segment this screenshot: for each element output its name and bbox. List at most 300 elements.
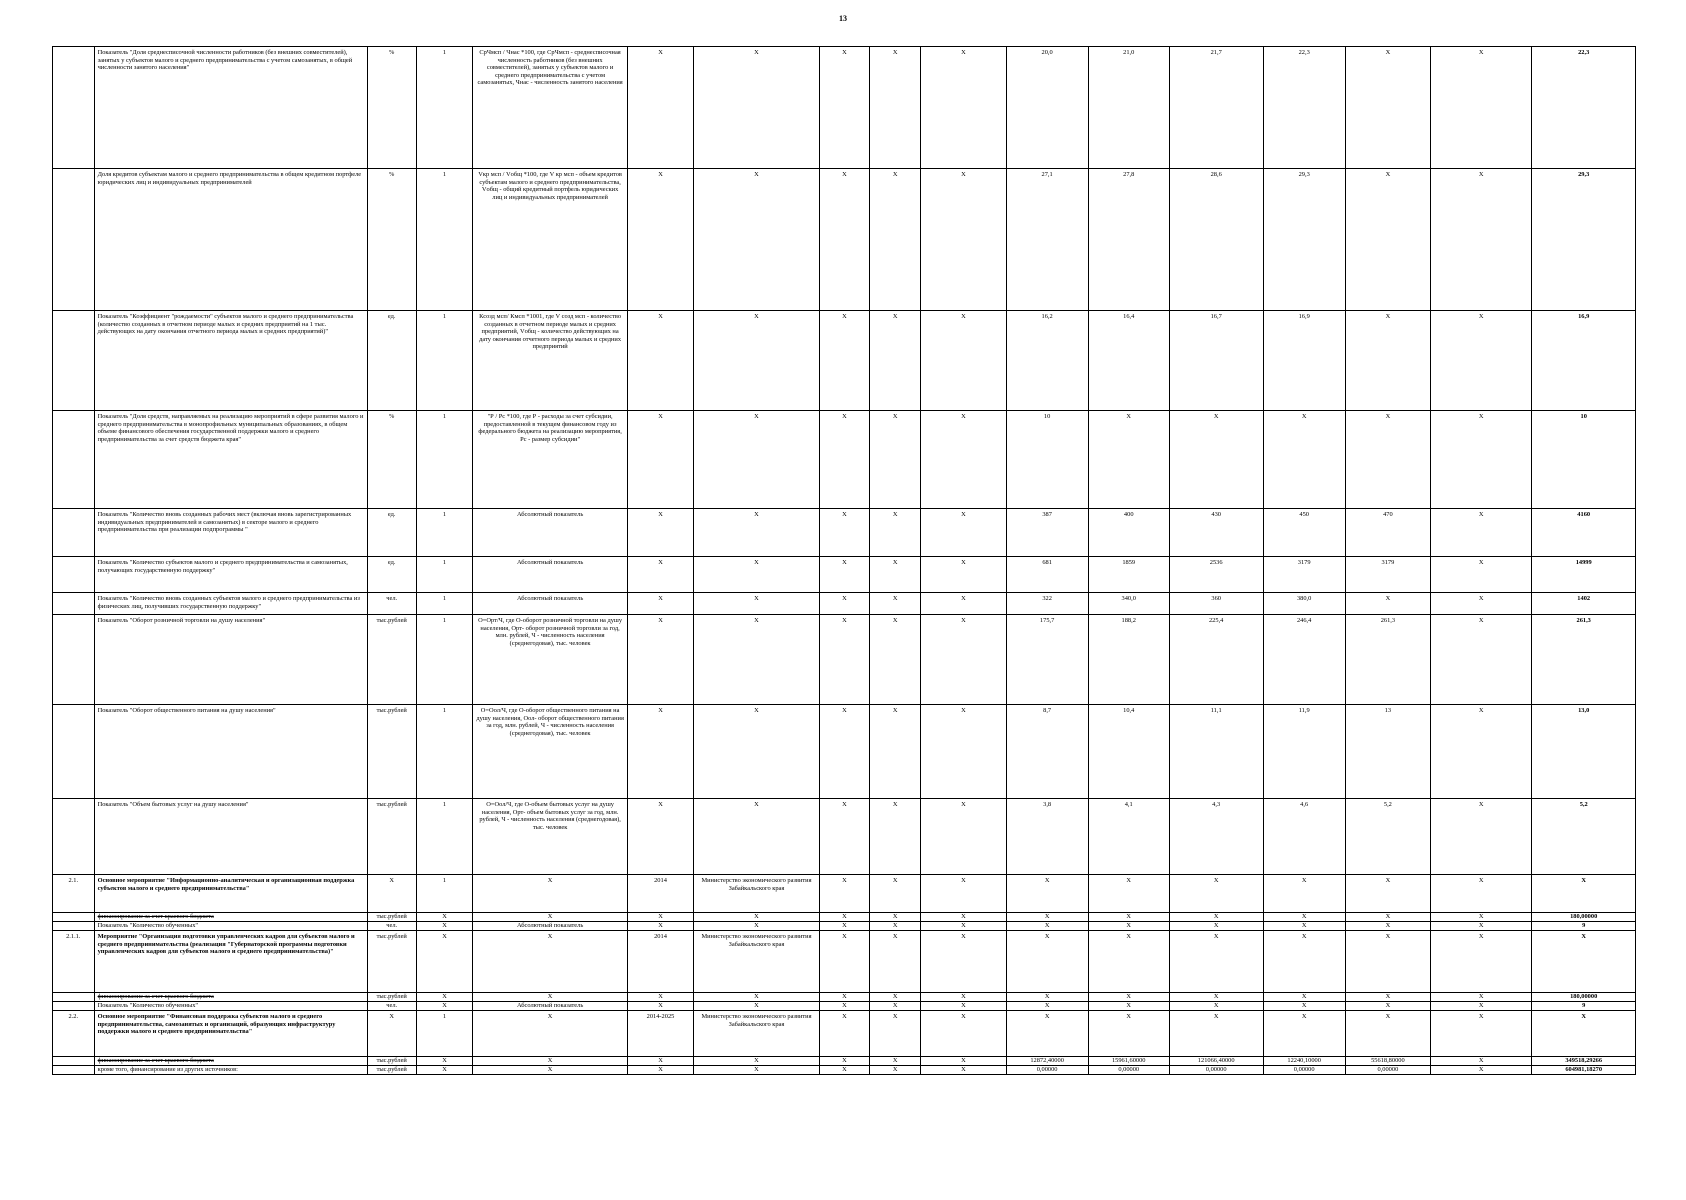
cell-formula: СрЧмсп / Чнас *100, где СрЧмсп - среднесписочная численность работников (без внешних совместителей), занятых у субъектов малого и среднего предпринимательства с учетом самозанятых, Чнас - численность занятого населения xyxy=(473,47,628,169)
cell-c9: X xyxy=(921,1002,1006,1011)
cell-c6: X xyxy=(694,922,820,931)
cell-name: кроме того, финансирование из других источников: xyxy=(94,1066,367,1075)
cell-c7: X xyxy=(819,509,869,557)
cell-c6: Министерство экономического развития Забайкальского края xyxy=(694,931,820,993)
subrow xyxy=(53,922,1636,931)
cell-no xyxy=(53,1002,95,1011)
cell-y2: X xyxy=(1088,1002,1169,1011)
cell-y6: X xyxy=(1431,169,1532,311)
cell-name: Показатель "Количество обученных" xyxy=(94,922,367,931)
cell-total: 180,00000 xyxy=(1532,913,1636,922)
cell-c6: X xyxy=(694,169,820,311)
cell-y6: X xyxy=(1431,509,1532,557)
cell-name: Показатель "Коэффициент "рождаемости" субъектов малого и среднего предпринимательства (количество созданных в отчетном периоде малых и средних предприятий на 1 тыс. действующих на дату окончания отчетного периода малых и средних предприятий)" xyxy=(94,311,367,411)
cell-name: финансирование за счет краевого бюджета xyxy=(94,1057,367,1066)
cell-name: Основное мероприятие "Информационно-аналитическая и организационная поддержка субъектов малого и среднего предпринимательства" xyxy=(94,875,367,913)
cell-y5: 0,00000 xyxy=(1345,1066,1430,1075)
cell-y5: X xyxy=(1345,1002,1430,1011)
cell-c5: X xyxy=(627,913,693,922)
cell-c8: X xyxy=(870,557,921,593)
cell-name: Показатель "Оборот розничной торговли на душу населения" xyxy=(94,615,367,705)
cell-c6: X xyxy=(694,509,820,557)
cell-c7: X xyxy=(819,557,869,593)
cell-w: 1 xyxy=(416,799,473,875)
cell-y5: 3179 xyxy=(1345,557,1430,593)
cell-y5: 13 xyxy=(1345,705,1430,799)
cell-c6: Министерство экономического развития Забайкальского края xyxy=(694,875,820,913)
cell-y5: X xyxy=(1345,311,1430,411)
cell-c7: X xyxy=(819,799,869,875)
cell-y1: X xyxy=(1006,931,1088,993)
cell-y3: X xyxy=(1169,922,1263,931)
cell-c8: X xyxy=(870,1057,921,1066)
cell-c6: X xyxy=(694,705,820,799)
cell-no xyxy=(53,1057,95,1066)
cell-c8: X xyxy=(870,1002,921,1011)
cell-c8: X xyxy=(870,311,921,411)
cell-y2: X xyxy=(1088,993,1169,1002)
cell-c9: X xyxy=(921,47,1006,169)
cell-formula: X xyxy=(473,931,628,993)
cell-total: 14999 xyxy=(1532,557,1636,593)
cell-unit: X xyxy=(367,875,416,913)
cell-w: X xyxy=(416,1066,473,1075)
cell-w: X xyxy=(416,922,473,931)
cell-formula: Абсолютный показатель xyxy=(473,1002,628,1011)
cell-w: X xyxy=(416,1057,473,1066)
cell-y5: X xyxy=(1345,169,1430,311)
cell-y2: 4,1 xyxy=(1088,799,1169,875)
cell-y6: X xyxy=(1431,1066,1532,1075)
cell-c6: X xyxy=(694,913,820,922)
cell-y1: 16,2 xyxy=(1006,311,1088,411)
cell-y4: 450 xyxy=(1263,509,1345,557)
cell-y2: 0,00000 xyxy=(1088,1066,1169,1075)
cell-y6: X xyxy=(1431,931,1532,993)
cell-c7: X xyxy=(819,593,869,615)
cell-no xyxy=(53,509,95,557)
cell-c5: X xyxy=(627,311,693,411)
cell-y6: X xyxy=(1431,913,1532,922)
cell-y5: X xyxy=(1345,993,1430,1002)
cell-y4: 12240,10000 xyxy=(1263,1057,1345,1066)
cell-unit: тыс.рублей xyxy=(367,1066,416,1075)
cell-c5: X xyxy=(627,993,693,1002)
cell-y6: X xyxy=(1431,922,1532,931)
table-row xyxy=(53,557,1636,593)
cell-y4: 3179 xyxy=(1263,557,1345,593)
cell-y2: X xyxy=(1088,913,1169,922)
cell-c5: X xyxy=(627,47,693,169)
cell-c5: 2014 xyxy=(627,931,693,993)
cell-no xyxy=(53,799,95,875)
cell-y6: X xyxy=(1431,615,1532,705)
cell-c7: X xyxy=(819,169,869,311)
cell-c9: X xyxy=(921,931,1006,993)
cell-w: 1 xyxy=(416,311,473,411)
cell-y2: 188,2 xyxy=(1088,615,1169,705)
cell-c8: X xyxy=(870,411,921,509)
cell-y2: 16,4 xyxy=(1088,311,1169,411)
cell-c7: X xyxy=(819,1057,869,1066)
cell-name: Доля кредитов субъектам малого и среднего предпринимательства в общем кредитном портфеле юридических лиц и индивидуальных предпринимателей xyxy=(94,169,367,311)
cell-c6: X xyxy=(694,557,820,593)
cell-unit: % xyxy=(367,47,416,169)
cell-c7: X xyxy=(819,1002,869,1011)
cell-y3: 360 xyxy=(1169,593,1263,615)
table-row xyxy=(53,799,1636,875)
cell-w: 1 xyxy=(416,169,473,311)
cell-total: X xyxy=(1532,931,1636,993)
cell-total: 16,9 xyxy=(1532,311,1636,411)
cell-y6: X xyxy=(1431,311,1532,411)
table-row xyxy=(53,311,1636,411)
cell-c9: X xyxy=(921,922,1006,931)
table-row xyxy=(53,615,1636,705)
cell-c5: 2014-2025 xyxy=(627,1011,693,1057)
cell-no xyxy=(53,311,95,411)
cell-y3: 430 xyxy=(1169,509,1263,557)
cell-y2: 340,0 xyxy=(1088,593,1169,615)
cell-y1: 3,8 xyxy=(1006,799,1088,875)
cell-c5: X xyxy=(627,705,693,799)
cell-w: X xyxy=(416,1002,473,1011)
cell-c8: X xyxy=(870,913,921,922)
cell-y5: 55618,80000 xyxy=(1345,1057,1430,1066)
cell-y5: X xyxy=(1345,593,1430,615)
cell-y4: X xyxy=(1263,931,1345,993)
cell-y1: 0,00000 xyxy=(1006,1066,1088,1075)
cell-c7: X xyxy=(819,1011,869,1057)
cell-w: 1 xyxy=(416,875,473,913)
cell-y4: X xyxy=(1263,1002,1345,1011)
cell-c6: X xyxy=(694,1057,820,1066)
cell-w: X xyxy=(416,993,473,1002)
cell-formula: X xyxy=(473,1057,628,1066)
cell-c8: X xyxy=(870,593,921,615)
subrow xyxy=(53,913,1636,922)
cell-name: Показатель "Количество субъектов малого и среднего предпринимательства и самозанятых, получающих государственную поддержку" xyxy=(94,557,367,593)
cell-c6: X xyxy=(694,799,820,875)
cell-unit: тыс.рублей xyxy=(367,993,416,1002)
table-row xyxy=(53,1011,1636,1057)
cell-no xyxy=(53,993,95,1002)
cell-w: 1 xyxy=(416,557,473,593)
table-row xyxy=(53,593,1636,615)
cell-c5: X xyxy=(627,557,693,593)
cell-no: 2.2. xyxy=(53,1011,95,1057)
cell-formula: Vкр мсп / Vобщ *100, где V кр мсп - объем кредитов субъектам малого и среднего предпринимательства, Vобщ - общий кредитный портфель юридических лиц и индивидуальных предпринимателей xyxy=(473,169,628,311)
table-row xyxy=(53,509,1636,557)
cell-c7: X xyxy=(819,411,869,509)
cell-c9: X xyxy=(921,1057,1006,1066)
cell-y3: 4,3 xyxy=(1169,799,1263,875)
cell-name: Показатель "Количество вновь созданных рабочих мест (включая вновь зарегистрированных индивидуальных предпринимателей и самозанятых) в секторе малого и среднего предпринимательства при реализации подпрограммы " xyxy=(94,509,367,557)
cell-c9: X xyxy=(921,557,1006,593)
cell-unit: чел. xyxy=(367,593,416,615)
cell-c9: X xyxy=(921,593,1006,615)
cell-y5: 5,2 xyxy=(1345,799,1430,875)
subrow xyxy=(53,1066,1636,1075)
cell-y1: 387 xyxy=(1006,509,1088,557)
cell-name: Показатель "Доля среднесписочной численности работников (без внешних совместителей), занятых у субъектов малого и среднего предпринимательства с учетом самозанятых, в общей численности занятого населения" xyxy=(94,47,367,169)
cell-c5: X xyxy=(627,615,693,705)
cell-c8: X xyxy=(870,47,921,169)
cell-y2: X xyxy=(1088,875,1169,913)
cell-unit: ед. xyxy=(367,557,416,593)
cell-formula: О=Орт/Ч, где О-оборот розничной торговли на душу населения, Орт- оборот розничной торговли за год, млн. рублей, Ч - численность населения (среднегодовая), тыс. человек xyxy=(473,615,628,705)
cell-c7: X xyxy=(819,993,869,1002)
cell-y5: 261,3 xyxy=(1345,615,1430,705)
cell-y2: 21,0 xyxy=(1088,47,1169,169)
cell-total: 261,3 xyxy=(1532,615,1636,705)
cell-unit: тыс.рублей xyxy=(367,615,416,705)
cell-y6: X xyxy=(1431,557,1532,593)
cell-c8: X xyxy=(870,875,921,913)
cell-c9: X xyxy=(921,169,1006,311)
cell-y2: 400 xyxy=(1088,509,1169,557)
cell-c9: X xyxy=(921,799,1006,875)
cell-y3: 16,7 xyxy=(1169,311,1263,411)
cell-total: 9 xyxy=(1532,922,1636,931)
cell-y5: X xyxy=(1345,47,1430,169)
cell-y4: 380,0 xyxy=(1263,593,1345,615)
cell-y6: X xyxy=(1431,1002,1532,1011)
cell-unit: % xyxy=(367,169,416,311)
program-indicators-table xyxy=(52,46,1636,1075)
cell-y2: 1859 xyxy=(1088,557,1169,593)
cell-name: Основное мероприятие "Финансовая поддержка субъектов малого и среднего предпринимательства, самозанятых и организаций, образующих инфраструктуру поддержки малого и среднего предпринимательства" xyxy=(94,1011,367,1057)
cell-y5: X xyxy=(1345,411,1430,509)
cell-no xyxy=(53,705,95,799)
cell-y6: X xyxy=(1431,47,1532,169)
cell-c9: X xyxy=(921,509,1006,557)
cell-c7: X xyxy=(819,913,869,922)
table-row xyxy=(53,411,1636,509)
table-row xyxy=(53,875,1636,913)
cell-c9: X xyxy=(921,875,1006,913)
cell-y1: X xyxy=(1006,993,1088,1002)
cell-y4: X xyxy=(1263,993,1345,1002)
cell-c7: X xyxy=(819,311,869,411)
cell-total: 10 xyxy=(1532,411,1636,509)
cell-unit: тыс.рублей xyxy=(367,913,416,922)
cell-c6: X xyxy=(694,615,820,705)
cell-y2: X xyxy=(1088,922,1169,931)
cell-c7: X xyxy=(819,1066,869,1075)
cell-c8: X xyxy=(870,169,921,311)
cell-formula: X xyxy=(473,993,628,1002)
cell-c5: X xyxy=(627,1057,693,1066)
cell-y1: 20,0 xyxy=(1006,47,1088,169)
cell-y5: 470 xyxy=(1345,509,1430,557)
cell-total: 349518,29266 xyxy=(1532,1057,1636,1066)
cell-c6: X xyxy=(694,1066,820,1075)
cell-c5: X xyxy=(627,1066,693,1075)
cell-y3: 21,7 xyxy=(1169,47,1263,169)
cell-y5: X xyxy=(1345,922,1430,931)
cell-c9: X xyxy=(921,1011,1006,1057)
cell-no xyxy=(53,411,95,509)
cell-y2: X xyxy=(1088,931,1169,993)
cell-y3: 11,1 xyxy=(1169,705,1263,799)
cell-name: финансирование за счет краевого бюджета xyxy=(94,993,367,1002)
cell-y3: 121066,40000 xyxy=(1169,1057,1263,1066)
cell-y4: X xyxy=(1263,1011,1345,1057)
cell-c8: X xyxy=(870,931,921,993)
cell-c9: X xyxy=(921,993,1006,1002)
cell-c9: X xyxy=(921,615,1006,705)
table-row xyxy=(53,47,1636,169)
cell-y3: 225,4 xyxy=(1169,615,1263,705)
cell-c7: X xyxy=(819,615,869,705)
cell-c9: X xyxy=(921,705,1006,799)
cell-c8: X xyxy=(870,1066,921,1075)
cell-unit: тыс.рублей xyxy=(367,1057,416,1066)
cell-no: 2.1. xyxy=(53,875,95,913)
cell-y1: 175,7 xyxy=(1006,615,1088,705)
cell-c8: X xyxy=(870,799,921,875)
cell-y3: X xyxy=(1169,931,1263,993)
cell-y4: 246,4 xyxy=(1263,615,1345,705)
cell-c6: X xyxy=(694,47,820,169)
table-row xyxy=(53,931,1636,993)
cell-c5: X xyxy=(627,593,693,615)
cell-y5: X xyxy=(1345,1011,1430,1057)
cell-total: 1402 xyxy=(1532,593,1636,615)
cell-unit: % xyxy=(367,411,416,509)
cell-c5: X xyxy=(627,1002,693,1011)
cell-formula: О=Оол/Ч, где О-объем бытовых услуг на душу населения, Орт- объем бытовых услуг за год, млн. рублей, Ч - численность населения (среднегодовая), тыс. человек xyxy=(473,799,628,875)
cell-y1: 681 xyxy=(1006,557,1088,593)
cell-c5: X xyxy=(627,411,693,509)
cell-no xyxy=(53,1066,95,1075)
cell-formula: Ксозд мсп/ Кмсп *1001, где V созд мсп - количество созданных в отчетном периоде малых и средних предприятий, Vобщ - количество действующих на дату окончания отчетного периода малых и средних предприятий xyxy=(473,311,628,411)
cell-y6: X xyxy=(1431,993,1532,1002)
cell-y1: 27,1 xyxy=(1006,169,1088,311)
cell-y3: X xyxy=(1169,1002,1263,1011)
subrow xyxy=(53,1002,1636,1011)
cell-unit: ед. xyxy=(367,311,416,411)
cell-formula: Абсолютный показатель xyxy=(473,593,628,615)
cell-total: 180,00000 xyxy=(1532,993,1636,1002)
cell-y3: X xyxy=(1169,993,1263,1002)
cell-y3: X xyxy=(1169,875,1263,913)
cell-w: X xyxy=(416,913,473,922)
cell-y1: X xyxy=(1006,922,1088,931)
cell-no xyxy=(53,922,95,931)
cell-name: Показатель "Количество вновь созданных субъектов малого и среднего предпринимательства из физических лиц, получивших государственную поддержку" xyxy=(94,593,367,615)
cell-total: 13,0 xyxy=(1532,705,1636,799)
cell-c6: X xyxy=(694,411,820,509)
cell-y4: 16,9 xyxy=(1263,311,1345,411)
cell-y2: 27,8 xyxy=(1088,169,1169,311)
cell-y5: X xyxy=(1345,875,1430,913)
cell-c6: X xyxy=(694,593,820,615)
cell-y1: X xyxy=(1006,1011,1088,1057)
cell-y1: 322 xyxy=(1006,593,1088,615)
cell-no xyxy=(53,169,95,311)
cell-y4: 29,3 xyxy=(1263,169,1345,311)
cell-c9: X xyxy=(921,311,1006,411)
cell-formula: Абсолютный показатель xyxy=(473,557,628,593)
cell-c5: X xyxy=(627,922,693,931)
cell-name: Показатель "Количество обученных" xyxy=(94,1002,367,1011)
cell-c7: X xyxy=(819,47,869,169)
cell-total: 22,3 xyxy=(1532,47,1636,169)
cell-no xyxy=(53,47,95,169)
cell-c7: X xyxy=(819,922,869,931)
cell-y1: X xyxy=(1006,913,1088,922)
cell-y1: X xyxy=(1006,875,1088,913)
cell-y6: X xyxy=(1431,875,1532,913)
cell-formula: О=Оол/Ч, где О-оборот общественного питания на душу населения, Оол- оборот общественного питания за год, млн. рублей, Ч - численность населения (среднегодовая), тыс. человек xyxy=(473,705,628,799)
cell-unit: чел. xyxy=(367,922,416,931)
cell-no xyxy=(53,615,95,705)
cell-c5: X xyxy=(627,169,693,311)
cell-total: 4160 xyxy=(1532,509,1636,557)
cell-unit: ед. xyxy=(367,509,416,557)
cell-c8: X xyxy=(870,1011,921,1057)
cell-y1: X xyxy=(1006,1002,1088,1011)
cell-y3: X xyxy=(1169,913,1263,922)
cell-c8: X xyxy=(870,615,921,705)
cell-y1: 10 xyxy=(1006,411,1088,509)
cell-w: 1 xyxy=(416,47,473,169)
cell-y4: X xyxy=(1263,875,1345,913)
cell-c6: X xyxy=(694,1002,820,1011)
cell-formula: Абсолютный показатель xyxy=(473,509,628,557)
cell-total: 604981,18270 xyxy=(1532,1066,1636,1075)
cell-y3: 28,6 xyxy=(1169,169,1263,311)
cell-c7: X xyxy=(819,875,869,913)
cell-unit: X xyxy=(367,1011,416,1057)
cell-c5: 2014 xyxy=(627,875,693,913)
cell-y3: 2536 xyxy=(1169,557,1263,593)
cell-total: X xyxy=(1532,875,1636,913)
subrow xyxy=(53,993,1636,1002)
cell-y4: 11,9 xyxy=(1263,705,1345,799)
page-number: 13 xyxy=(839,14,847,23)
cell-y3: 0,00000 xyxy=(1169,1066,1263,1075)
cell-y2: X xyxy=(1088,1011,1169,1057)
cell-y1: 12872,40000 xyxy=(1006,1057,1088,1066)
cell-c9: X xyxy=(921,1066,1006,1075)
cell-w: 1 xyxy=(416,705,473,799)
cell-name: Показатель "Доля средств, направляемых на реализацию мероприятий в сфере развития малого и среднего предпринимательства в монопрофильных муниципальных образованиях, в общем объеме финансового обеспечения государственной поддержки малого и среднего предпринимательства за счет средств бюджета края" xyxy=(94,411,367,509)
cell-no xyxy=(53,913,95,922)
cell-unit: чел. xyxy=(367,1002,416,1011)
cell-w: 1 xyxy=(416,509,473,557)
cell-name: Показатель "Объем бытовых услуг на душу населения" xyxy=(94,799,367,875)
cell-c6: Министерство экономического развития Забайкальского края xyxy=(694,1011,820,1057)
cell-w: 1 xyxy=(416,411,473,509)
cell-y5: X xyxy=(1345,913,1430,922)
cell-y4: X xyxy=(1263,913,1345,922)
cell-y6: X xyxy=(1431,705,1532,799)
cell-formula: X xyxy=(473,913,628,922)
cell-total: X xyxy=(1532,1011,1636,1057)
cell-y1: 8,7 xyxy=(1006,705,1088,799)
cell-no xyxy=(53,557,95,593)
cell-unit: тыс.рублей xyxy=(367,799,416,875)
cell-name: Мероприятие "Организация подготовки управленческих кадров для субъектов малого и среднего предпринимательства (реализация "Губернаторской программы подготовки управленческих кадров для субъектов малого и среднего предпринимательства)" xyxy=(94,931,367,993)
cell-formula: X xyxy=(473,875,628,913)
cell-w: 1 xyxy=(416,1011,473,1057)
cell-name: финансирование за счет краевого бюджета xyxy=(94,913,367,922)
cell-y2: 15961,60000 xyxy=(1088,1057,1169,1066)
cell-y6: X xyxy=(1431,411,1532,509)
